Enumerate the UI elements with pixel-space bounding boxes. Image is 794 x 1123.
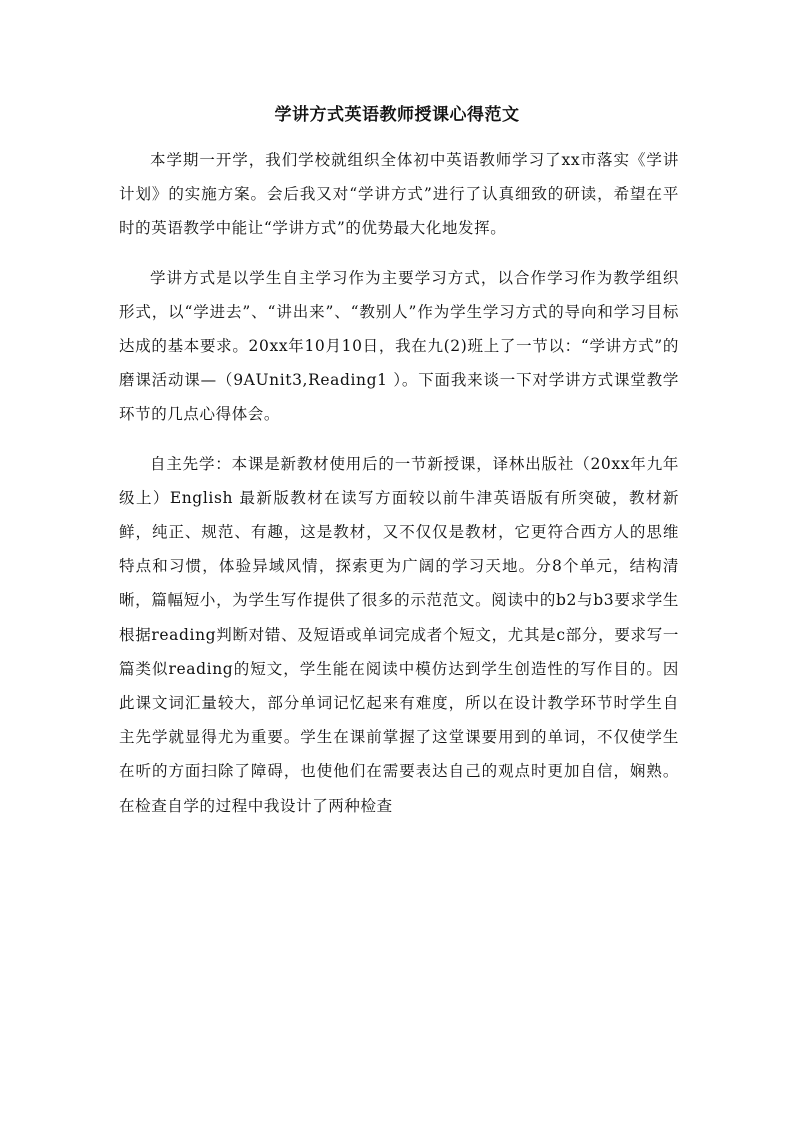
paragraph-3: 自主先学：本课是新教材使用后的一节新授课，译林出版社（20xx年九年级上）English 最新版教材在读写方面较以前牛津英语版有所突破，教材新鲜，纯正、规范、有趣，这是教材，又不仅仅是教材，它更符合西方人的思维特点和习惯，体验异域风情，探索更为广阔的学习天地。分8个单元，结构清晰，篇幅短小，为学生写作提供了很多的示范范文。阅读中的b2与b3要求学生根据reading判断对错、及短语或单词完成者个短文，尤其是c部分，要求写一篇类似reading的短文，学生能在阅读中模仿达到学生创造性的写作目的。因此课文词汇量较大，部分单词记忆起来有难度，所以在设计教学环节时学生自主先学就显得尤为重要。学生在课前掌握了这堂课要用到的单词，不仅使学生在听的方面扫除了障碍，也使他们在需要表达自己的观点时更加自信，娴熟。在检查自学的过程中我设计了两种检查 [119, 454, 679, 815]
document-body [119, 143, 679, 823]
paragraph-1: 本学期一开学，我们学校就组织全体初中英语教师学习了xx市落实《学讲计划》的实施方案。会后我又对“学讲方式”进行了认真细致的研读，希望在平时的英语教学中能让“学讲方式”的优势最大化地发挥。 [119, 151, 679, 238]
document-title: 学讲方式英语教师授课心得范文 [274, 105, 520, 125]
paragraph-2: 学讲方式是以学生自主学习作为主要学习方式，以合作学习作为教学组织形式，以“学进去”、“讲出来”、“教别人”作为学生学习方式的导向和学习目标达成的基本要求。20xx年10月10日，我在九(2)班上了一节以：“学讲方式”的磨课活动课—（9AUnit3,Reading1 ）。下面我来谈一下对学讲方式课堂教学环节的几点心得体会。 [119, 268, 679, 424]
